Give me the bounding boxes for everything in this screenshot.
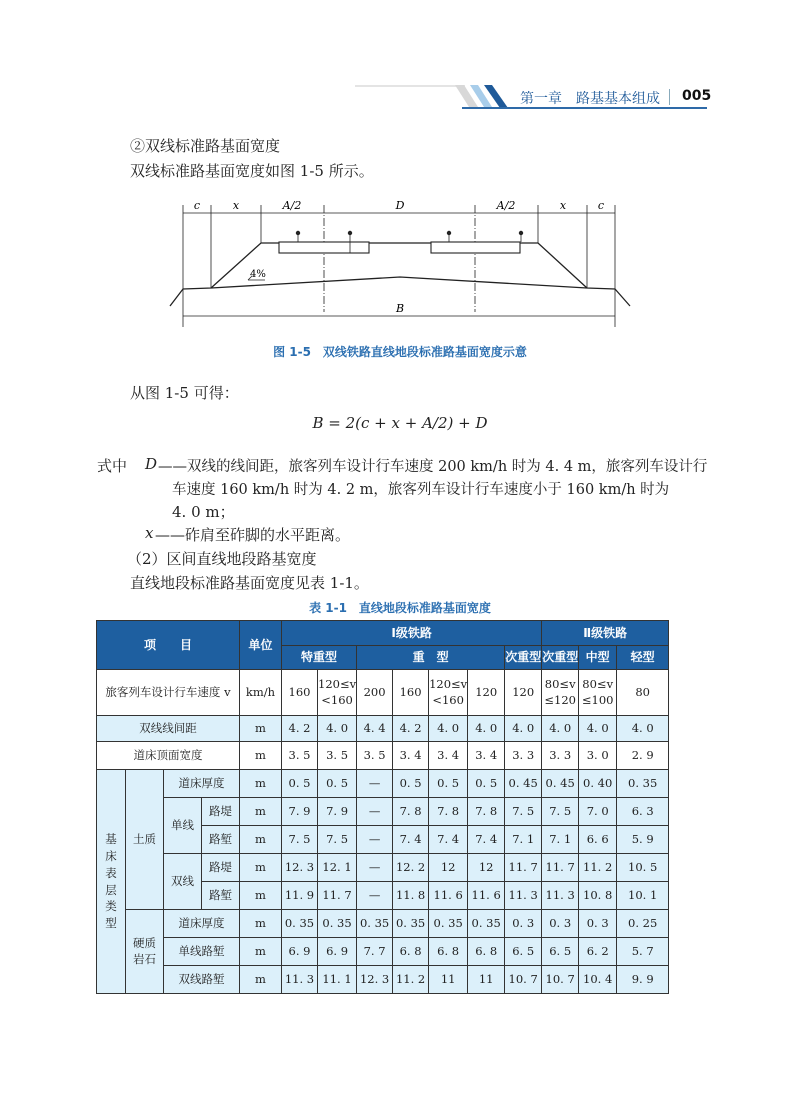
value-cell: 11. 3 [505,882,542,910]
derive-text: 从图 1-5 可得： [130,384,239,402]
value-cell: 3. 4 [429,742,468,770]
row-unit: m [240,938,282,966]
value-cell: 7. 4 [468,826,505,854]
value-cell: 11. 1 [318,966,357,994]
single-line-label: 单线 [164,798,202,854]
roadbed-diagram [0,0,800,340]
value-cell: 0. 35 [282,910,318,938]
value-cell: 11 [468,966,505,994]
value-cell: 4. 0 [542,716,579,742]
where-d-line1: ——双线的线间距，旅客列车设计行车速度 200 km/h 时为 4. 4 m，旅客列车设计行 [158,459,708,475]
dim-a2-left: A/2 [282,199,302,212]
rock-label: 硬质岩石 [126,910,164,994]
value-cell: 4. 0 [617,716,669,742]
value-cell: 7. 5 [318,826,357,854]
header-type: 次重型 [542,646,579,670]
value-cell: 12. 3 [282,854,318,882]
value-cell: 11. 8 [393,882,429,910]
value-cell: 7. 0 [579,798,617,826]
value-cell: 7. 4 [429,826,468,854]
dim-c-right: c [597,199,605,212]
value-cell: 4. 0 [318,716,357,742]
value-cell: 5. 9 [617,826,669,854]
dim-b: B [395,302,405,315]
value-cell: 4. 0 [429,716,468,742]
header-unit: 单位 [240,621,282,670]
value-cell: 3. 5 [357,742,393,770]
value-cell: 0. 35 [318,910,357,938]
value-cell: 4. 2 [282,716,318,742]
value-cell: — [357,882,393,910]
value-cell: 0. 35 [357,910,393,938]
where-x-line: ——砟肩至砟脚的水平距离。 [155,526,351,544]
dim-a2-right: A/2 [496,199,516,212]
value-cell: 6. 8 [468,938,505,966]
row-label: 旅客列车设计行车速度 v [97,670,240,716]
road-width-table [96,620,669,994]
table-row [97,854,669,882]
row-unit: m [240,966,282,994]
value-cell: 11. 9 [282,882,318,910]
row-unit: m [240,854,282,882]
table-row [97,910,669,938]
chapter-title: 第一章 路基基本组成 [520,91,660,107]
row-unit: m [240,882,282,910]
speed-cell: 200 [357,670,393,716]
value-cell: 3. 3 [542,742,579,770]
header-type: 轻型 [617,646,669,670]
table-row [97,716,669,742]
row-unit: m [240,910,282,938]
figure-caption: 图 1-5 双线铁路直线地段标准路基面宽度示意 [273,345,527,359]
table-row [97,770,669,798]
value-cell: 0. 3 [505,910,542,938]
header-class1: Ⅰ级铁路 [282,621,542,646]
row-unit: m [240,798,282,826]
where-d-line2: 车速度 160 km/h 时为 4. 2 m，旅客列车设计行车速度小于 160 km/h 时为 [172,482,670,498]
intro-text: 双线标准路基面宽度如图 1-5 所示。 [130,162,374,180]
where-d-line3: 4. 0 m； [172,503,235,521]
value-cell: 0. 5 [429,770,468,798]
value-cell: 10. 7 [542,966,579,994]
value-cell: 6. 2 [579,938,617,966]
value-cell: 0. 3 [579,910,617,938]
value-cell: 6. 9 [318,938,357,966]
value-cell: 12. 3 [357,966,393,994]
value-cell: 11. 6 [468,882,505,910]
speed-cell: 120 [505,670,542,716]
value-cell: 6. 3 [617,798,669,826]
value-cell: 7. 4 [393,826,429,854]
value-cell: 6. 5 [505,938,542,966]
value-cell: 4. 0 [468,716,505,742]
value-cell: 0. 25 [617,910,669,938]
value-cell: 2. 9 [617,742,669,770]
value-cell: 6. 5 [542,938,579,966]
value-cell: 10. 7 [505,966,542,994]
row-unit: m [240,826,282,854]
value-cell: 12 [429,854,468,882]
value-cell: 4. 2 [393,716,429,742]
value-cell: 0. 5 [282,770,318,798]
value-cell: 7. 8 [393,798,429,826]
where-prefix: 式中 [97,457,128,475]
double-line-label: 双线 [164,854,202,910]
speed-cell: 120≤v <160 [318,670,357,716]
table-ref-text: 直线地段标准路基面宽度见表 1-1。 [130,574,369,592]
row-label: 道床顶面宽度 [97,742,240,770]
table-row [97,938,669,966]
table-row [97,742,669,770]
table-row [97,966,669,994]
value-cell: 0. 35 [468,910,505,938]
value-cell: 11 [429,966,468,994]
value-cell: 11. 3 [282,966,318,994]
row-unit: m [240,742,282,770]
table-row [97,670,669,716]
value-cell: — [357,854,393,882]
speed-cell: 160 [282,670,318,716]
speed-cell: 80≤v ≤100 [579,670,617,716]
table-caption: 表 1-1 直线地段标准路基面宽度 [309,601,491,615]
value-cell: 3. 0 [579,742,617,770]
speed-cell: 160 [393,670,429,716]
row-label: 路堑 [202,826,240,854]
value-cell: 7. 7 [357,938,393,966]
value-cell: 0. 5 [393,770,429,798]
group-label [97,770,126,994]
value-cell: — [357,770,393,798]
dim-d: D [395,199,405,212]
value-cell: — [357,826,393,854]
value-cell: 3. 4 [468,742,505,770]
value-cell: 11. 6 [429,882,468,910]
value-cell: 7. 5 [505,798,542,826]
value-cell: 9. 9 [617,966,669,994]
row-label: 双线线间距 [97,716,240,742]
value-cell: 12 [468,854,505,882]
value-cell: 0. 40 [579,770,617,798]
row-unit: km/h [240,670,282,716]
dim-x-right: x [559,199,567,212]
value-cell: 10. 5 [617,854,669,882]
table-row [97,798,669,826]
value-cell: 6. 6 [579,826,617,854]
row-label: 道床厚度 [164,770,240,798]
value-cell: 11. 2 [579,854,617,882]
value-cell: 3. 3 [505,742,542,770]
value-cell: 10. 8 [579,882,617,910]
value-cell: 7. 9 [318,798,357,826]
value-cell: 7. 8 [468,798,505,826]
dim-c-left: c [193,199,201,212]
value-cell: — [357,798,393,826]
value-cell: 6. 8 [429,938,468,966]
value-cell: 10. 4 [579,966,617,994]
value-cell: 6. 9 [282,938,318,966]
value-cell: 3. 5 [282,742,318,770]
value-cell: 0. 35 [617,770,669,798]
header-class2: Ⅱ级铁路 [542,621,669,646]
where-d-symbol: D [145,455,158,473]
value-cell: 12. 1 [318,854,357,882]
value-cell: 11. 3 [542,882,579,910]
row-label: 单线路堑 [164,938,240,966]
speed-cell: 120 [468,670,505,716]
value-cell: 11. 2 [393,966,429,994]
speed-cell: 120≤v <160 [429,670,468,716]
row-label: 路堑 [202,882,240,910]
header-type: 次重型 [505,646,542,670]
value-cell: 4. 4 [357,716,393,742]
value-cell: 7. 5 [282,826,318,854]
value-cell: 0. 5 [468,770,505,798]
header-item: 项 目 [97,621,240,670]
speed-cell: 80≤v ≤120 [542,670,579,716]
row-label: 双线路堑 [164,966,240,994]
value-cell: 3. 4 [393,742,429,770]
page-number: 005 [682,88,712,104]
subsection-title: （2）区间直线地段路基宽度 [127,550,317,568]
section-title: ②双线标准路基面宽度 [130,137,281,155]
soil-label: 土质 [126,770,164,910]
value-cell: 5. 7 [617,938,669,966]
speed-cell: 80 [617,670,669,716]
value-cell: 6. 8 [393,938,429,966]
header-type: 特重型 [282,646,357,670]
value-cell: 7. 9 [282,798,318,826]
row-label: 路堤 [202,798,240,826]
value-cell: 0. 45 [505,770,542,798]
dim-x-left: x [232,199,240,212]
row-label: 路堤 [202,854,240,882]
value-cell: 4. 0 [579,716,617,742]
value-cell: 0. 35 [393,910,429,938]
value-cell: 0. 3 [542,910,579,938]
value-cell: 10. 1 [617,882,669,910]
row-unit: m [240,770,282,798]
group-label-text: 基床表层类型 [105,832,117,930]
value-cell: 0. 45 [542,770,579,798]
value-cell: 7. 8 [429,798,468,826]
value-cell: 7. 1 [505,826,542,854]
value-cell: 4. 0 [505,716,542,742]
value-cell: 7. 5 [542,798,579,826]
value-cell: 11. 7 [505,854,542,882]
value-cell: 0. 35 [429,910,468,938]
slope-label: 4% [250,269,266,280]
row-label: 道床厚度 [164,910,240,938]
value-cell: 12. 2 [393,854,429,882]
header-type: 中型 [579,646,617,670]
value-cell: 11. 7 [318,882,357,910]
row-unit: m [240,716,282,742]
header-type: 重 型 [357,646,505,670]
where-x-symbol: x [145,524,154,542]
formula: B = 2(c + x + A/2) + D [312,414,488,432]
value-cell: 3. 5 [318,742,357,770]
value-cell: 11. 7 [542,854,579,882]
value-cell: 7. 1 [542,826,579,854]
value-cell: 0. 5 [318,770,357,798]
